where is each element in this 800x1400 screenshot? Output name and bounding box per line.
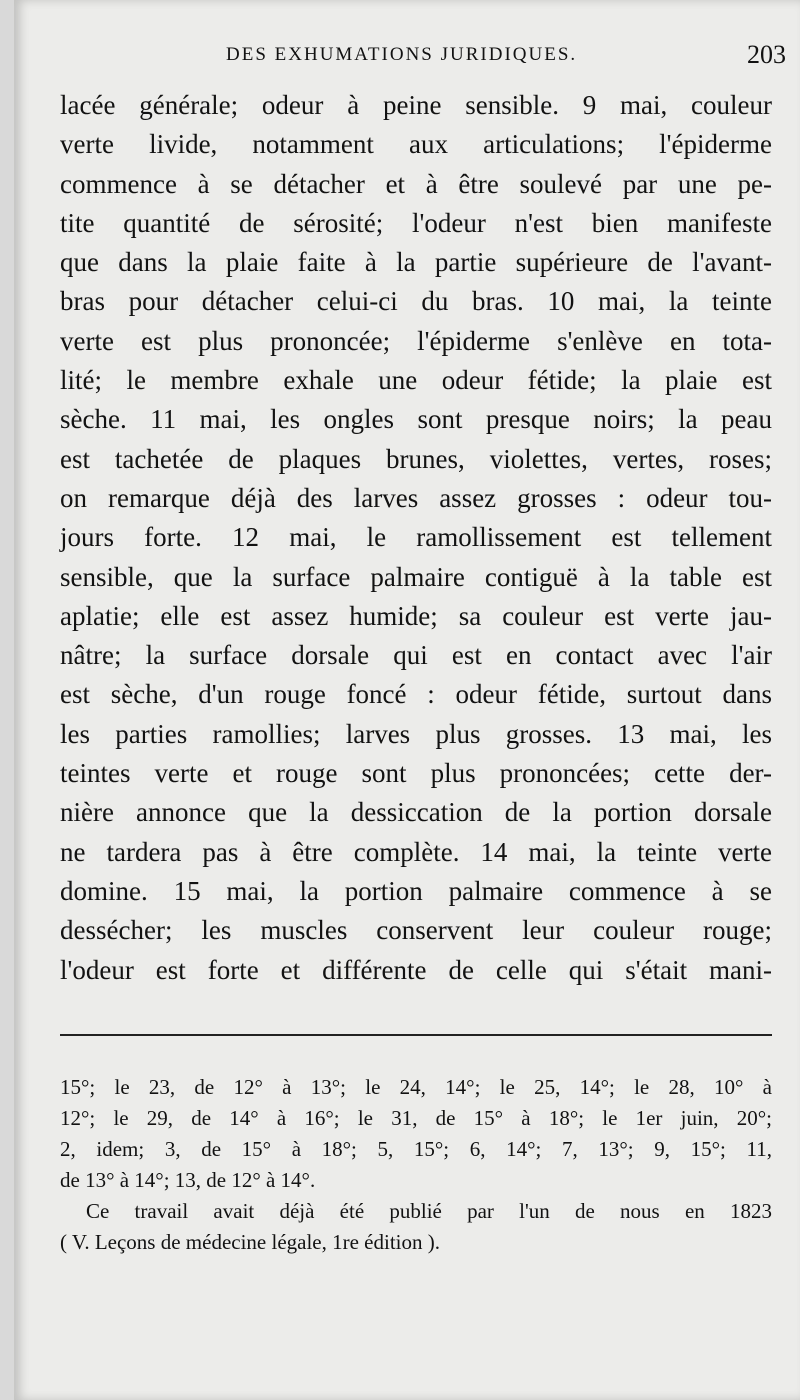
page-number: 203: [747, 40, 786, 69]
publication-reference: ( V. Leçons de médecine légale, 1re édition ).: [60, 1230, 440, 1254]
body-line: verte livide, notamment aux articulations; l'épiderme: [60, 129, 772, 160]
body-line: que dans la plaie faite à la partie supérieure de l'avant-: [60, 247, 772, 278]
body-line: ne tardera pas à être complète. 14 mai, la teinte verte: [60, 836, 772, 867]
footnote-line: 15°; le 23, de 12° à 13°; le 24, 14°; le 25, 14°; le 28, 10° à: [60, 1075, 772, 1099]
body-line: domine. 15 mai, la portion palmaire commence à se: [60, 875, 772, 906]
footnote-divider: [60, 1034, 772, 1036]
footnote-line: de 13° à 14°; 13, de 12° à 14°.: [60, 1168, 316, 1192]
body-line: aplatie; elle est assez humide; sa couleur est verte jau-: [60, 600, 772, 631]
body-line: nière annonce que la dessiccation de la portion dorsale: [60, 797, 772, 828]
running-title: DES EXHUMATIONS JURIDIQUES.: [226, 44, 578, 65]
body-line: est tachetée de plaques brunes, violettes, vertes, roses;: [60, 443, 772, 474]
body-line: sèche. 11 mai, les ongles sont presque noirs; la peau: [60, 404, 772, 435]
publication-note: Ce travail avait déjà été publié par l'un de nous en 1823: [86, 1199, 772, 1223]
body-line: jours forte. 12 mai, le ramollissement est tellement: [60, 522, 772, 553]
body-text: [60, 86, 772, 990]
body-line: les parties ramollies; larves plus grosses. 13 mai, les: [60, 718, 772, 749]
body-line: on remarque déjà des larves assez grosses : odeur tou-: [60, 482, 772, 513]
body-line: verte est plus prononcée; l'épiderme s'enlève en tota-: [60, 325, 772, 356]
footnotes: [60, 1072, 772, 1258]
body-line: est sèche, d'un rouge foncé : odeur fétide, surtout dans: [60, 679, 772, 710]
body-line: teintes verte et rouge sont plus prononcées; cette der-: [60, 758, 772, 789]
body-line: lité; le membre exhale une odeur fétide; la plaie est: [60, 365, 772, 396]
body-line: sensible, que la surface palmaire contiguë à la table est: [60, 561, 772, 592]
body-line: dessécher; les muscles conservent leur couleur rouge;: [60, 915, 772, 946]
footnote-line: 12°; le 29, de 14° à 16°; le 31, de 15° à 18°; le 1er juin, 20°;: [60, 1106, 772, 1130]
body-line: tite quantité de sérosité; l'odeur n'est bien manifeste: [60, 207, 772, 238]
body-line: nâtre; la surface dorsale qui est en contact avec l'air: [60, 640, 772, 671]
body-line: commence à se détacher et à être soulevé par une pe-: [60, 168, 772, 199]
page-header: [76, 40, 786, 74]
body-line: lacée générale; odeur à peine sensible. 9 mai, couleur: [60, 90, 772, 120]
body-line: bras pour détacher celui-ci du bras. 10 mai, la teinte: [60, 286, 772, 317]
body-line: l'odeur est forte et différente de celle qui s'était mani-: [60, 954, 772, 985]
footnote-line: 2, idem; 3, de 15° à 18°; 5, 15°; 6, 14°; 7, 13°; 9, 15°; 11,: [60, 1137, 772, 1161]
